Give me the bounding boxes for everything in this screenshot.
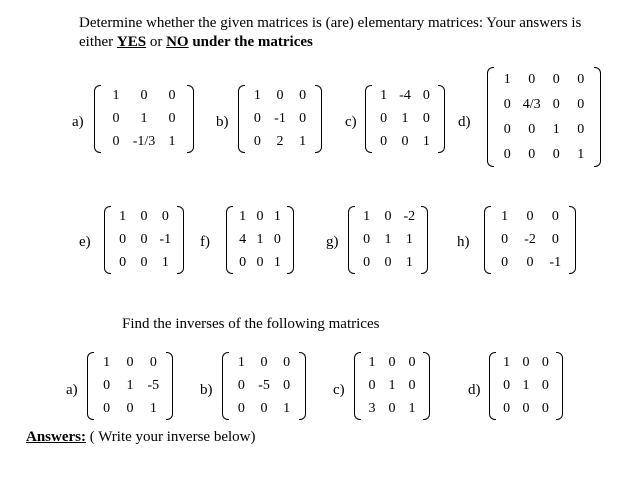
matrix-a bbox=[94, 85, 194, 153]
matrix-entry: 1 bbox=[363, 209, 371, 225]
matrix-entry: 1 bbox=[405, 254, 413, 270]
matrix-h bbox=[484, 206, 576, 274]
matrix-entry: 0 bbox=[368, 377, 376, 393]
right-bracket bbox=[166, 352, 173, 420]
matrix-entry: -1 bbox=[549, 254, 562, 270]
matrix-entry: 3 bbox=[368, 400, 376, 416]
matrix-entry: 0 bbox=[552, 96, 560, 112]
matrix-entry: 0 bbox=[503, 121, 511, 137]
matrix-entry: 1 bbox=[161, 254, 169, 270]
matrix-entry: -4 bbox=[399, 88, 411, 104]
matrix-entry: 0 bbox=[363, 254, 371, 270]
matrix-entry: 0 bbox=[119, 254, 127, 270]
matrix-entry: 0 bbox=[552, 71, 560, 87]
matrix-entry: 0 bbox=[388, 400, 396, 416]
right-bracket bbox=[315, 85, 322, 153]
matrix-entry: 1 bbox=[503, 355, 511, 371]
right-bracket bbox=[287, 206, 294, 274]
matrix-e bbox=[104, 206, 184, 274]
matrix-entry: 1 bbox=[283, 400, 291, 416]
matrix-entry: 0 bbox=[140, 209, 148, 225]
matrix-g bbox=[348, 206, 428, 274]
matrix-entry: 0 bbox=[503, 400, 511, 416]
matrix-entry: 1 bbox=[384, 231, 392, 247]
matrix-entry: 0 bbox=[526, 209, 534, 225]
inverse-matrix-b bbox=[222, 352, 306, 420]
matrix-label-b: b) bbox=[216, 114, 229, 130]
matrix-entry: 0 bbox=[551, 231, 559, 247]
matrix-entry: 1 bbox=[577, 146, 585, 162]
matrix-entry: 1 bbox=[522, 377, 530, 393]
matrix-entry: 0 bbox=[273, 231, 281, 247]
matrix-entry: 0 bbox=[283, 355, 291, 371]
instructions-text: or bbox=[146, 34, 167, 50]
matrix-label-g: g) bbox=[326, 234, 339, 250]
matrix-entry: -1 bbox=[159, 231, 172, 247]
right-bracket bbox=[569, 206, 576, 274]
matrix-entry: 0 bbox=[541, 377, 549, 393]
answers-instruction: ( Write your inverse below) bbox=[86, 429, 256, 445]
matrix-entry: 0 bbox=[237, 400, 245, 416]
matrix-entry: 1 bbox=[239, 209, 247, 225]
matrix-entry: 0 bbox=[384, 254, 392, 270]
matrix-entry: 1 bbox=[401, 110, 409, 126]
matrix-entry: 0 bbox=[503, 377, 511, 393]
matrix-entry: 0 bbox=[541, 400, 549, 416]
no-keyword: NO bbox=[166, 34, 189, 50]
matrix-entry: 0 bbox=[552, 146, 560, 162]
matrix-label-e: e) bbox=[79, 234, 91, 250]
matrix-entry: 1 bbox=[408, 400, 416, 416]
matrix-entry: 0 bbox=[283, 377, 291, 393]
inverse-matrix-d bbox=[489, 352, 563, 420]
matrix-entry: 1 bbox=[501, 209, 509, 225]
matrix-entry: 1 bbox=[237, 355, 245, 371]
matrix-entry: 1 bbox=[552, 121, 560, 137]
matrix-entry: 0 bbox=[522, 400, 530, 416]
matrix-entry: 0 bbox=[577, 71, 585, 87]
matrix-entry: 1 bbox=[126, 377, 134, 393]
matrix-entry: 0 bbox=[501, 254, 509, 270]
matrix-entry: 1 bbox=[168, 133, 176, 149]
matrix-entry: 0 bbox=[577, 121, 585, 137]
matrix-entry: 0 bbox=[503, 96, 511, 112]
right-bracket bbox=[438, 85, 445, 153]
instructions-text: either bbox=[79, 34, 117, 50]
matrix-label-h: h) bbox=[457, 234, 470, 250]
matrix-entry: 0 bbox=[528, 121, 536, 137]
matrix-entry: 1 bbox=[112, 88, 120, 104]
matrix-entry: 4 bbox=[239, 231, 247, 247]
right-bracket bbox=[177, 206, 184, 274]
matrix-entry: 0 bbox=[260, 355, 268, 371]
instructions-line-1: Determine whether the given matrices is (are) elementary matrices: Your answers is bbox=[79, 15, 582, 31]
matrix-entry: 1 bbox=[140, 110, 148, 126]
instructions-text: under the matrices bbox=[188, 34, 313, 50]
matrix-entry: 0 bbox=[256, 209, 264, 225]
matrix-c bbox=[365, 85, 445, 153]
matrix-entry: 0 bbox=[380, 110, 388, 126]
matrix-label-c: c) bbox=[345, 114, 357, 130]
matrix-entry: 1 bbox=[380, 88, 388, 104]
matrix-entry: 0 bbox=[103, 400, 111, 416]
matrix-entry: 0 bbox=[237, 377, 245, 393]
matrix-label-d: d) bbox=[458, 114, 471, 130]
matrix-entry: 0 bbox=[408, 377, 416, 393]
right-bracket bbox=[594, 67, 601, 167]
matrix-entry: 1 bbox=[273, 254, 281, 270]
matrix-entry: 1 bbox=[422, 133, 430, 149]
inverse-label-b: b) bbox=[200, 382, 213, 398]
matrix-entry: 0 bbox=[422, 110, 430, 126]
matrix-entry: 1 bbox=[503, 71, 511, 87]
matrix-entry: 1 bbox=[405, 231, 413, 247]
right-bracket bbox=[421, 206, 428, 274]
matrix-entry: -2 bbox=[524, 231, 536, 247]
matrix-label-a: a) bbox=[72, 114, 84, 130]
matrix-entry: 1 bbox=[368, 355, 376, 371]
matrix-entry: 0 bbox=[503, 146, 511, 162]
matrix-entry: 0 bbox=[401, 133, 409, 149]
matrix-entry: 0 bbox=[253, 133, 261, 149]
inverse-matrix-c bbox=[354, 352, 430, 420]
matrix-entry: 0 bbox=[126, 400, 134, 416]
inverse-label-a: a) bbox=[66, 382, 78, 398]
matrix-entry: 0 bbox=[408, 355, 416, 371]
matrix-entry: 0 bbox=[161, 209, 169, 225]
matrix-entry: 0 bbox=[119, 231, 127, 247]
matrix-entry: 0 bbox=[388, 355, 396, 371]
matrix-entry: 0 bbox=[501, 231, 509, 247]
matrix-entry: 0 bbox=[541, 355, 549, 371]
instructions bbox=[79, 14, 624, 52]
matrix-entry: 0 bbox=[522, 355, 530, 371]
matrix-entry: 0 bbox=[140, 88, 148, 104]
matrix-entry: 0 bbox=[112, 133, 120, 149]
matrix-entry: 0 bbox=[528, 71, 536, 87]
matrix-entry: 1 bbox=[388, 377, 396, 393]
instructions-line-2 bbox=[79, 33, 624, 52]
matrix-entry: -1 bbox=[274, 110, 286, 126]
matrix-entry: 0 bbox=[168, 110, 176, 126]
right-bracket bbox=[423, 352, 430, 420]
matrix-entry: 0 bbox=[528, 146, 536, 162]
answers-label: Answers: bbox=[26, 429, 86, 445]
right-bracket bbox=[299, 352, 306, 420]
matrix-entry: 1 bbox=[299, 133, 307, 149]
matrix-entry: 0 bbox=[276, 88, 284, 104]
matrix-entry: 0 bbox=[168, 88, 176, 104]
matrix-entry: 1 bbox=[119, 209, 127, 225]
matrix-entry: 0 bbox=[422, 88, 430, 104]
matrix-entry: 0 bbox=[384, 209, 392, 225]
matrix-entry: 0 bbox=[140, 231, 148, 247]
matrix-entry: 0 bbox=[256, 254, 264, 270]
matrix-d bbox=[487, 67, 601, 167]
answers-line bbox=[26, 429, 255, 446]
matrix-entry: 1 bbox=[149, 400, 157, 416]
matrix-entry: 0 bbox=[299, 110, 307, 126]
matrix-entry: 0 bbox=[140, 254, 148, 270]
matrix-entry: 0 bbox=[149, 355, 157, 371]
matrix-label-f: f) bbox=[200, 234, 210, 250]
inverse-label-d: d) bbox=[468, 382, 481, 398]
inverse-label-c: c) bbox=[333, 382, 345, 398]
matrix-b bbox=[238, 85, 322, 153]
matrix-entry: -2 bbox=[403, 209, 416, 225]
matrix-entry: 0 bbox=[126, 355, 134, 371]
inverse-matrix-a bbox=[87, 352, 173, 420]
matrix-entry: 1 bbox=[256, 231, 264, 247]
matrix-entry: -1/3 bbox=[132, 133, 156, 149]
matrix-entry: 0 bbox=[526, 254, 534, 270]
matrix-f bbox=[226, 206, 294, 274]
matrix-entry: 0 bbox=[112, 110, 120, 126]
matrix-entry: 0 bbox=[239, 254, 247, 270]
matrix-entry: 0 bbox=[551, 209, 559, 225]
matrix-entry: 0 bbox=[380, 133, 388, 149]
matrix-entry: -5 bbox=[258, 377, 270, 393]
matrix-entry: -5 bbox=[147, 377, 160, 393]
matrix-entry: 1 bbox=[273, 209, 281, 225]
matrix-entry: 0 bbox=[260, 400, 268, 416]
matrix-entry: 4/3 bbox=[522, 96, 541, 112]
right-bracket bbox=[556, 352, 563, 420]
matrix-entry: 0 bbox=[253, 110, 261, 126]
matrix-entry: 1 bbox=[103, 355, 111, 371]
matrix-entry: 0 bbox=[363, 231, 371, 247]
matrix-entry: 0 bbox=[103, 377, 111, 393]
right-bracket bbox=[187, 85, 194, 153]
matrix-entry: 0 bbox=[577, 96, 585, 112]
matrix-entry: 1 bbox=[253, 88, 261, 104]
section-title-inverses: Find the inverses of the following matrices bbox=[122, 316, 380, 332]
matrix-entry: 2 bbox=[276, 133, 284, 149]
yes-keyword: YES bbox=[116, 34, 147, 50]
matrix-entry: 0 bbox=[299, 88, 307, 104]
